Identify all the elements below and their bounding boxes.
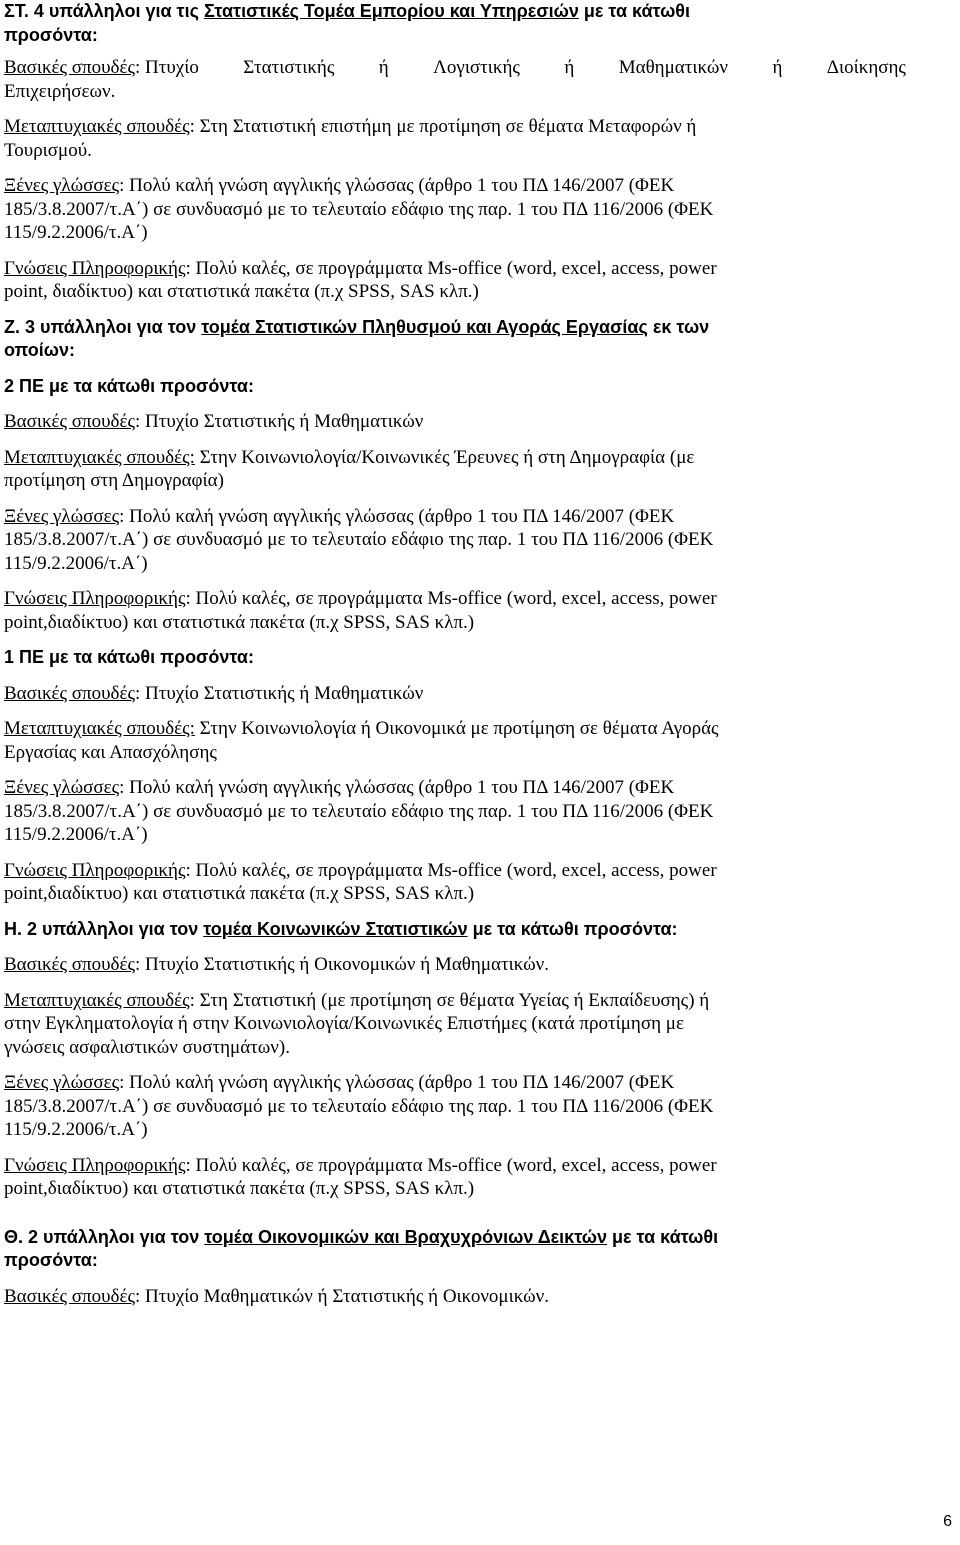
basic-studies-label: Βασικές σπουδές — [4, 57, 136, 78]
postgrad-label: Μεταπτυχιακές σπουδές — [4, 116, 190, 137]
it-label: Γνώσεις Πληροφορικής — [4, 257, 186, 279]
section-z-group2-basic: Βασικές σπουδές: Πτυχίο Στατιστικής ή Μαθηματικών — [4, 682, 424, 704]
section-z-group1-basic: Βασικές σπουδές: Πτυχίο Στατιστικής ή Μαθηματικών — [4, 411, 424, 432]
section-th-heading-cont: προσόντα: — [4, 1250, 98, 1270]
section-st-heading-cont: προσόντα: — [4, 24, 98, 45]
section-z-group1-languages: Ξένες γλώσσες: Πολύ καλή γνώση αγγλικής γλώσσας (άρθρο 1 του ΠΔ 146/2007 (ΦΕΚ — [4, 505, 675, 527]
section-st-basic-studies-cont: Επιχειρήσεων. — [4, 80, 116, 102]
section-h-languages: Ξένες γλώσσες: Πολύ καλή γνώση αγγλικής γλώσσας (άρθρο 1 του ΠΔ 146/2007 (ΦΕΚ — [4, 1072, 675, 1093]
section-z-group2-postgrad: Μεταπτυχιακές σπουδές: Στην Κοινωνιολογία ή Οικονομικά με προτίμηση σε θέματα Αγοράς — [4, 718, 719, 739]
section-h-postgrad: Μεταπτυχιακές σπουδές: Στη Στατιστική (με προτίμηση σε θέματα Υγείας ή Εκπαίδευσης) ή — [4, 989, 710, 1011]
section-h-postgrad-l3: γνώσεις ασφαλιστικών συστημάτων). — [4, 1036, 290, 1058]
section-h-languages-l2: 185/3.8.2007/τ.Α΄) σε συνδυασμό με το τελευταίο εδάφιο της παρ. 1 του ΠΔ 116/2006 (ΦΕΚ — [4, 1095, 714, 1117]
section-z-group1-postgrad: Μεταπτυχιακές σπουδές: Στην Κοινωνιολογία/Κοινωνικές Έρευνες ή στη Δημογραφία (με — [4, 446, 695, 468]
section-st-it-l2: point, διαδίκτυο) και στατιστικά πακέτα (π.χ SPSS, SAS κλπ.) — [4, 281, 479, 302]
section-st-basic-studies: Βασικές σπουδές: Πτυχίο Στατιστικής ή Λογιστικής ή Μαθηματικών ή Διοίκησης — [4, 57, 906, 78]
section-z-group2-it: Γνώσεις Πληροφορικής: Πολύ καλές, σε προγράμματα Ms-office (word, excel, access, power — [4, 859, 717, 881]
heading-field: Στατιστικές Τομέα Εμπορίου και Υπηρεσιών — [203, 1, 579, 21]
section-h-postgrad-l2: στην Εγκληματολογία ή στην Κοινωνιολογία/Κοινωνικές Επιστήμες (κατά προτίμηση με — [4, 1013, 684, 1034]
section-z-group2-languages-l2: 185/3.8.2007/τ.Α΄) σε συνδυασμό με το τελευταίο εδάφιο της παρ. 1 του ΠΔ 116/2006 (ΦΕΚ — [4, 800, 714, 822]
section-st-it: Γνώσεις Πληροφορικής: Πολύ καλές, σε προγράμματα Ms-office (word, excel, access, power — [4, 257, 717, 279]
section-h-it: Γνώσεις Πληροφορικής: Πολύ καλές, σε προγράμματα Ms-office (word, excel, access, power — [4, 1154, 717, 1176]
section-z-group1-languages-l2: 185/3.8.2007/τ.Α΄) σε συνδυασμό με το τελευταίο εδάφιο της παρ. 1 του ΠΔ 116/2006 (ΦΕΚ — [4, 529, 714, 550]
section-h-it-l2: point,διαδίκτυο) και στατιστικά πακέτα (π.χ SPSS, SAS κλπ.) — [4, 1178, 475, 1199]
section-st-postgrad: Μεταπτυχιακές σπουδές: Στη Στατιστική επιστήμη με προτίμηση σε θέματα Μεταφορών ή — [4, 116, 697, 137]
section-z-group1-it-l2: point,διαδίκτυο) και στατιστικά πακέτα (π.χ SPSS, SAS κλπ.) — [4, 611, 475, 633]
page-number: 6 — [943, 1513, 952, 1530]
section-z-heading: Ζ. 3 υπάλληλοι για τον τομέα Στατιστικών Πληθυσμού και Αγοράς Εργασίας εκ των — [4, 316, 710, 337]
section-st-heading — [4, 0, 906, 24]
section-z-group2-languages-l3: 115/9.2.2006/τ.Α΄) — [4, 824, 148, 845]
section-z-group2-title: 1 ΠΕ με τα κάτωθι προσόντα: — [4, 647, 254, 667]
section-th-basic: Βασικές σπουδές: Πτυχίο Μαθηματικών ή Στατιστικής ή Οικονομικών. — [4, 1285, 549, 1307]
heading-suffix: με τα κάτωθι — [578, 1, 691, 21]
section-th-heading: Θ. 2 υπάλληλοι για τον τομέα Οικονομικών και Βραχυχρόνιων Δεικτών με τα κάτωθι — [4, 1226, 719, 1247]
section-z-group2-it-l2: point,διαδίκτυο) και στατιστικά πακέτα (π.χ SPSS, SAS κλπ.) — [4, 883, 475, 904]
section-z-group1-title: 2 ΠΕ με τα κάτωθι προσόντα: — [4, 375, 254, 396]
section-z-group1-languages-l3: 115/9.2.2006/τ.Α΄) — [4, 552, 148, 574]
section-st-languages-l2: 185/3.8.2007/τ.Α΄) σε συνδυασμό με το τελευταίο εδάφιο της παρ. 1 του ΠΔ 116/2006 (ΦΕΚ — [4, 198, 714, 220]
languages-label: Ξένες γλώσσες — [4, 175, 120, 196]
section-st-languages: Ξένες γλώσσες: Πολύ καλή γνώση αγγλικής γλώσσας (άρθρο 1 του ΠΔ 146/2007 (ΦΕΚ — [4, 175, 675, 196]
section-z-group2-languages: Ξένες γλώσσες: Πολύ καλή γνώση αγγλικής γλώσσας (άρθρο 1 του ΠΔ 146/2007 (ΦΕΚ — [4, 777, 675, 798]
section-z-group1-postgrad-cont: προτίμηση στη Δημογραφία) — [4, 470, 224, 491]
section-z-group2-postgrad-cont: Εργασίας και Απασχόλησης — [4, 741, 217, 763]
section-h-languages-l3: 115/9.2.2006/τ.Α΄) — [4, 1119, 148, 1140]
document-page — [4, 0, 906, 1308]
section-z-group1-it: Γνώσεις Πληροφορικής: Πολύ καλές, σε προγράμματα Ms-office (word, excel, access, power — [4, 588, 717, 609]
heading-prefix: ΣΤ. 4 υπάλληλοι για τις — [4, 1, 204, 21]
section-z-heading-cont: οποίων: — [4, 340, 75, 360]
section-st-languages-l3: 115/9.2.2006/τ.Α΄) — [4, 222, 148, 243]
section-h-heading: Η. 2 υπάλληλοι για τον τομέα Κοινωνικών Στατιστικών με τα κάτωθι προσόντα: — [4, 918, 678, 939]
section-h-basic: Βασικές σπουδές: Πτυχίο Στατιστικής ή Οικονομικών ή Μαθηματικών. — [4, 954, 549, 975]
section-st-postgrad-cont: Τουρισμού. — [4, 139, 92, 161]
